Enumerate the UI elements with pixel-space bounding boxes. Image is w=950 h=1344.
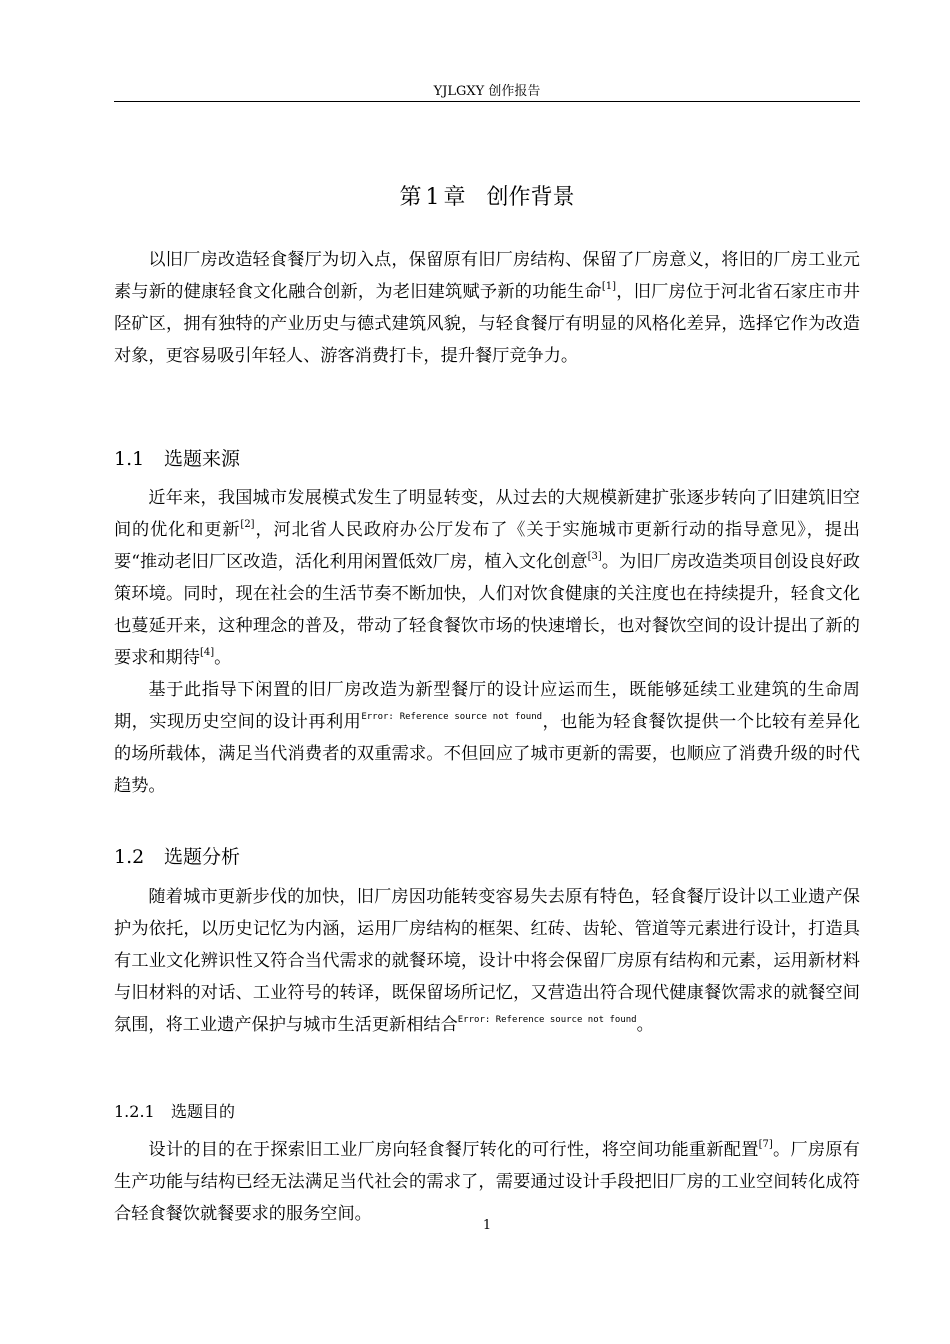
s11-p2-text-2: ，也能为轻食餐饮提供一个比较有差异化的场所载体，满足当代消费者的双重需求。不但回应了城市更新的需要，也顺应了消费升级的时代趋势。: [114, 712, 860, 796]
citation-error-2: Error: Reference source not found: [457, 1015, 637, 1025]
section-title: 选题来源: [164, 448, 241, 470]
s121-paragraph-1: [114, 1134, 860, 1230]
s12-p1-text-2: 。: [636, 1015, 654, 1035]
s11-p1-text-1: 近年来，我国城市发展模式发生了明显转变，从过去的大规模新建扩张逐步转向了旧建筑旧空间的优化和更新: [114, 488, 860, 540]
intro-text-1: 以旧厂房改造轻食餐厅为切入点，保留原有旧厂房结构、保留了厂房意义，将旧的厂房工业元素与新的健康轻食文化融合创新，为老旧建筑赋予新的功能生命: [114, 250, 860, 302]
page-number: 1: [482, 1218, 492, 1233]
section-heading-1-1: [114, 444, 240, 471]
chapter-number: 1: [425, 185, 440, 210]
intro-paragraph: [114, 244, 860, 372]
s11-p2-text-1: 基于此指导下闲置的旧厂房改造为新型餐厅的设计应运而生，既能够延续工业建筑的生命周期，实现历史空间的设计再利用: [114, 680, 860, 732]
s11-p1-text-3: 。为旧厂房改造类项目创设良好政策环境。同时，现在社会的生活节奏不断加快，人们对饮食健康的关注度也在持续提升，轻食文化也蔓延开来，这种理念的普及，带动了轻食餐饮市场的快速增长，也对餐饮空间的设计提出了新的要求和期待: [114, 552, 860, 668]
citation-4: [4]: [199, 647, 215, 658]
subsection-number: 1.2.1: [114, 1102, 155, 1121]
citation-7: [7]: [758, 1139, 773, 1150]
chapter-title: [114, 180, 860, 211]
header-rule: [114, 101, 860, 102]
citation-2: [2]: [240, 519, 255, 530]
intro-text-2: ，旧厂房位于河北省石家庄市井陉矿区，拥有独特的产业历史与德式建筑风貌，与轻食餐厅有明显的风格化差异，选择它作为改造对象，更容易吸引年轻人、游客消费打卡，提升餐厅竞争力。: [114, 282, 860, 366]
chapter-prefix: 第: [399, 185, 422, 210]
section-heading-1-2: [114, 842, 240, 869]
subsection-heading-1-2-1: [114, 1099, 235, 1122]
chapter-suffix: 章: [443, 185, 466, 210]
s11-p1-text-2: ，河北省人民政府办公厅发布了《关于实施城市更新行动的指导意见》，提出要“推动老旧厂区改造，活化利用闲置低效厂房，植入文化创意: [114, 520, 860, 572]
subsection-title: 选题目的: [171, 1102, 236, 1121]
citation-3: [3]: [587, 551, 602, 562]
citation-error-1: Error: Reference source not found: [361, 712, 543, 722]
section-number: 1.1: [114, 448, 145, 470]
chapter-heading: 创作背景: [486, 185, 575, 210]
s12-paragraph-1: [114, 881, 860, 1041]
s11-p1-text-4: 。: [214, 648, 232, 668]
s121-p1-text-2: 。厂房原有生产功能与结构已经无法满足当代社会的需求了，需要通过设计手段把旧厂房的工业空间转化成符合轻食餐饮就餐要求的服务空间。: [114, 1140, 860, 1224]
s121-p1-text-1: 设计的目的在于探索旧工业厂房向轻食餐厅转化的可行性，将空间功能重新配置: [148, 1140, 759, 1160]
running-header: YJLGXY 创作报告: [433, 84, 541, 99]
s11-paragraph-1: [114, 482, 860, 674]
section-title: 选题分析: [164, 846, 241, 868]
s11-paragraph-2: [114, 674, 860, 802]
s12-p1-text-1: 随着城市更新步伐的加快，旧厂房因功能转变容易失去原有特色，轻食餐厅设计以工业遗产保护为依托，以历史记忆为内涵，运用厂房结构的框架、红砖、齿轮、管道等元素进行设计，打造具有工业文化辨识性又符合当代需求的就餐环境，设计中将会保留厂房原有结构和元素，运用新材料与旧材料的对话、工业符号的转译，既保留场所记忆，又营造出符合现代健康餐饮需求的就餐空间氛围，将工业遗产保护与城市生活更新相结合: [114, 887, 860, 1035]
section-number: 1.2: [114, 846, 145, 868]
citation-1: [1]: [601, 281, 617, 292]
